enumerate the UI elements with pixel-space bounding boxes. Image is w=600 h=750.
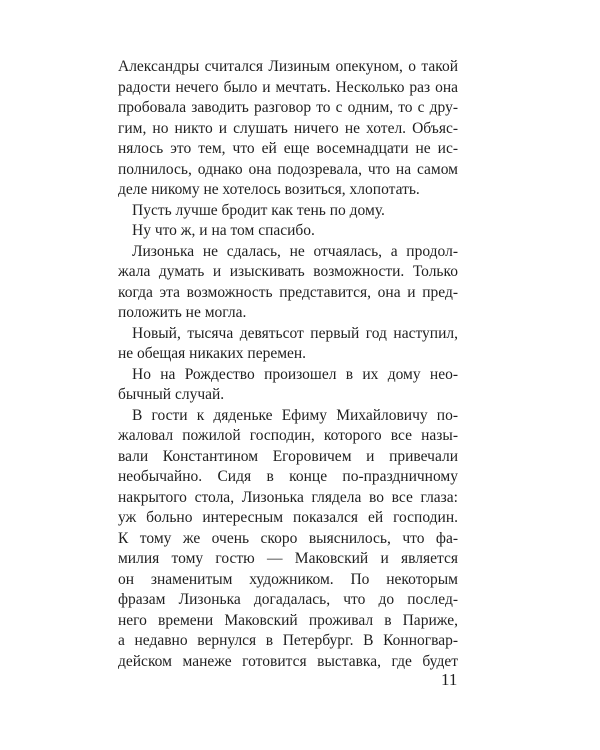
text-line: пробовала заводить разговор то с одним, то с дру- — [118, 99, 458, 116]
text-line: фразам Лизонька догадалась, что до послед- — [118, 591, 458, 608]
text-line: Александры считался Лизиным опекуном, о такой — [118, 58, 458, 75]
text-line: Лизонька не сдалась, не отчаялась, а продол- — [132, 242, 458, 260]
text-line: необычайно. Сидя в конце по-праздничному — [118, 468, 458, 485]
text-line: Но на Рождество произошел в их дому нео- — [132, 365, 458, 383]
text-line: жала думать и изыскивать возможности. Только — [118, 263, 458, 280]
text-line: полнилось, однако она подозревала, что на самом — [118, 160, 458, 178]
text-line: деле никому не хотелось возиться, хлопотать. — [118, 181, 420, 198]
text-line: милия тому гостю — Маковский и является — [118, 550, 458, 567]
text-line: нялось это тем, что ей еще восемнадцати не ис- — [118, 140, 458, 157]
text-line: радости нечего было и мечтать. Несколько раз она — [118, 78, 458, 96]
text-line: него времени Маковский проживал в Париже, — [118, 611, 458, 629]
text-line: дейском манеже готовится выставка, где будет — [118, 652, 458, 670]
text-line: положить не могла. — [118, 304, 247, 321]
page-number: 11 — [441, 670, 458, 689]
text-line: когда эта возможность представится, она и пред- — [118, 283, 458, 301]
text-line: уж больно интересным показался ей господин. — [118, 509, 458, 526]
text-line: накрытого стола, Лизонька глядела во все глаза: — [118, 488, 458, 506]
text-line: Ну что ж, и на том спасибо. — [132, 222, 315, 239]
text-line: вали Константином Егоровичем и привечали — [118, 447, 458, 465]
text-line: он знаменитым художником. По некоторым — [118, 570, 458, 588]
text-line: жаловал пожилой господин, которого все назы- — [118, 427, 458, 444]
text-line: В гости к дяденьке Ефиму Михайловичу по- — [132, 406, 458, 424]
text-line: не обещая никаких перемен. — [118, 345, 307, 362]
text-line: Пусть лучше бродит как тень по дому. — [132, 201, 385, 219]
text-line: а недавно вернулся в Петербург. В Конногвар- — [118, 632, 458, 649]
text-line: бычный случай. — [118, 386, 225, 403]
text-line: К тому же очень скоро выяснилось, что фа- — [118, 529, 458, 547]
text-line: Новый, тысяча девятьсот первый год наступил, — [132, 324, 458, 342]
text-line: гим, но никто и слушать ничего не хотел. Объяс- — [118, 119, 458, 137]
